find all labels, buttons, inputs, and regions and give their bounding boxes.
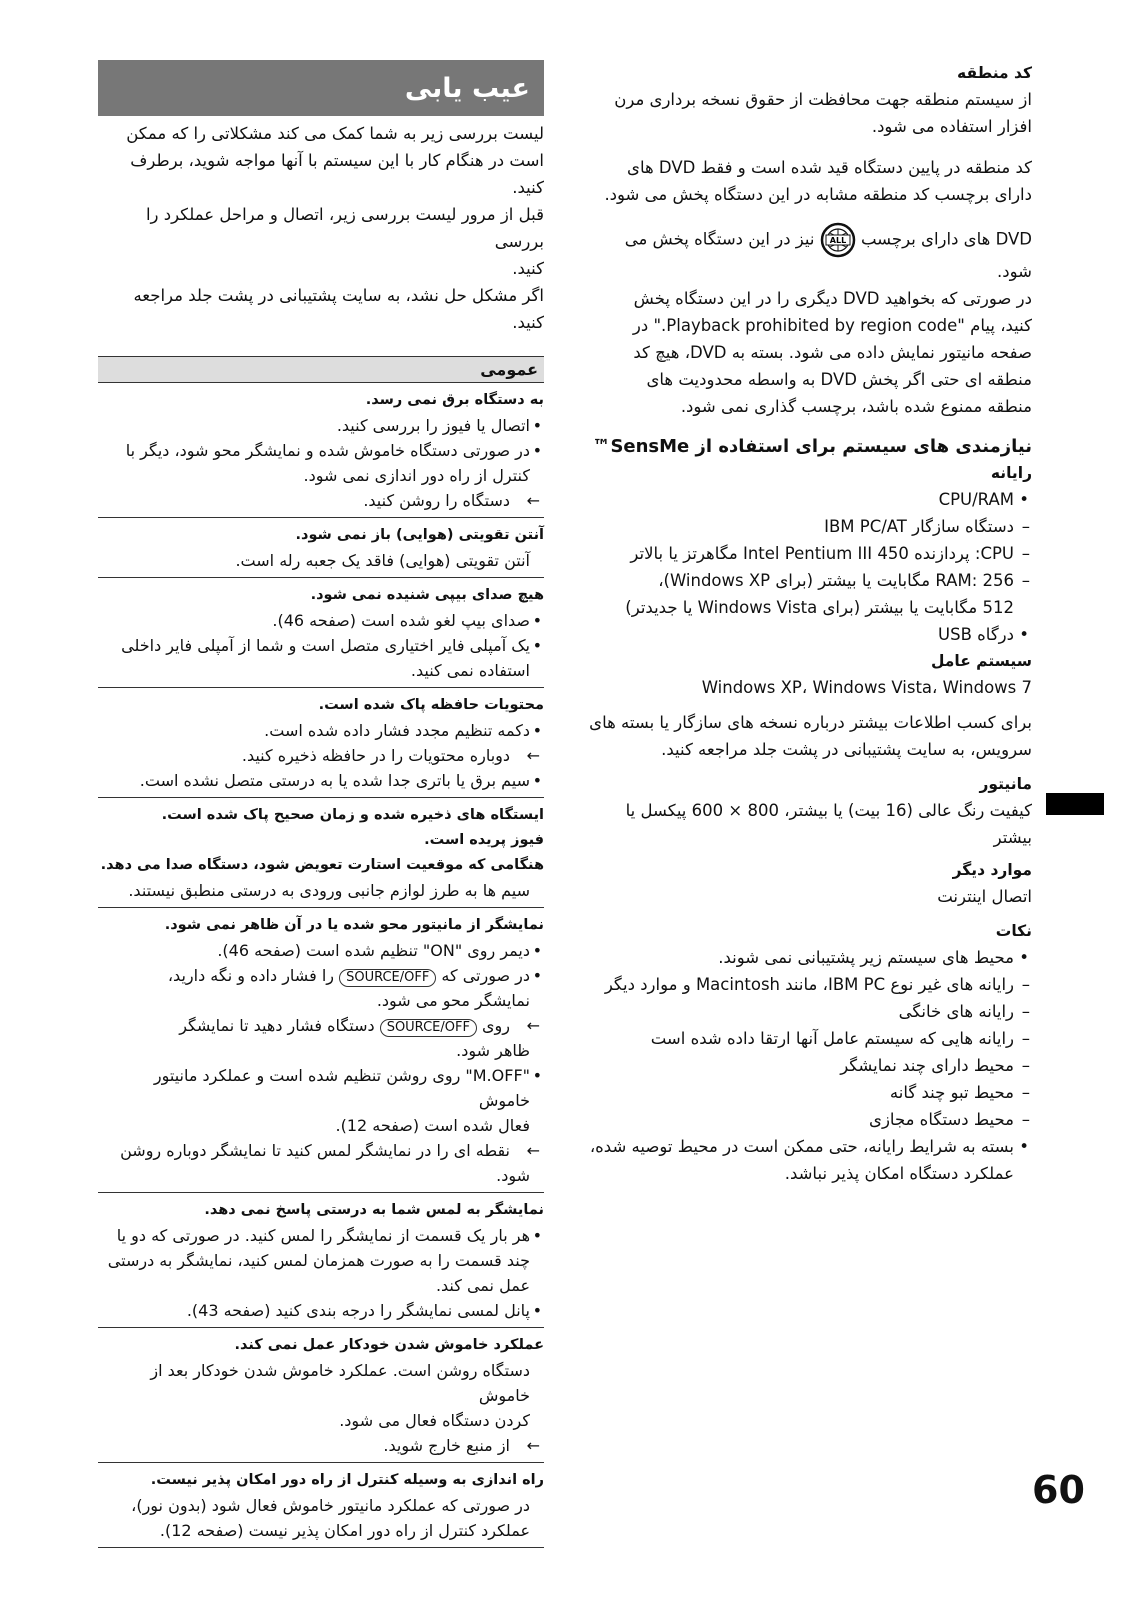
- computer-requirements-list: [585, 486, 1032, 648]
- cause-line: کنترل از راه دور اندازی نمی شود.: [303, 466, 530, 485]
- line-text: در صورتی که: [436, 966, 530, 985]
- region-code-title: کد منطقه: [957, 64, 1032, 82]
- remedy-line: • پانل لمسی نمایشگر را درجه بندی کنید (صفحه 43).: [98, 1298, 544, 1323]
- intro-line: کنید.: [512, 259, 544, 278]
- remedy-line: • دیمر روی "ON" تنظیم شده است (صفحه 46).: [98, 938, 544, 963]
- problem-title-2: هنگامی که موقعیت استارت تعویض شود، دستگاه صدا می دهد.: [100, 857, 544, 873]
- problem-title: آنتن تقویتی (هوایی) باز نمی شود.: [295, 527, 544, 543]
- paragraph-line: افزار استفاده می شود.: [871, 117, 1032, 136]
- remedy-line: • سیم برق یا باتری جدا شده یا به درستی متصل نشده است.: [98, 768, 544, 793]
- list-item: – محیط دستگاه مجازی: [585, 1106, 1032, 1133]
- paragraph-line: منطقه ای حتی اگر پخش DVD به واسطه محدودیت های: [646, 370, 1032, 389]
- problem-title: راه اندازی به وسیله کنترل از راه دور امکان پذیر نیست.: [150, 1472, 544, 1488]
- problem-block: [98, 578, 544, 688]
- cause-line: کردن دستگاه فعال می شود.: [339, 1411, 530, 1430]
- list-item: – دستگاه سازگار IBM PC/AT: [585, 513, 1032, 540]
- problem-block: [98, 908, 544, 1193]
- intro-line: لیست بررسی زیر به شما کمک می کند مشکلاتی را که ممکن: [126, 124, 544, 143]
- list-item: – رایانه های غیر نوع IBM PC، مانند Macintosh و موارد دیگر: [585, 971, 1032, 998]
- right-column: [585, 60, 1032, 1187]
- paragraph-line: صفحه مانیتور نمایش داده می شود. بسته به DVD، هیچ کد: [633, 343, 1032, 362]
- problem-block: [98, 798, 544, 908]
- intro-line: است در هنگام کار با این سیستم با آنها مواجه شوید، برطرف کنید.: [130, 151, 544, 197]
- troubleshooting-intro: [98, 116, 544, 350]
- remedy-line: • دکمه تنظیم مجدد فشار داده شده است.: [98, 718, 544, 743]
- notes-title: نکات: [995, 922, 1032, 940]
- problem-block: [98, 1193, 544, 1328]
- page-number: 60: [1032, 1468, 1085, 1512]
- cause-line: آنتن تقویتی (هوایی) فاقد یک جعبه رله است.: [235, 551, 530, 570]
- os-note: [585, 709, 1032, 763]
- cause-line: فعال شده است (صفحه 12).: [335, 1116, 530, 1135]
- problem-block: [98, 688, 544, 798]
- remedy-line: ← دوباره محتویات را در حافظه ذخیره کنید.: [98, 743, 544, 768]
- paragraph-line: کنید، پیام "Playback prohibited by region code." در: [632, 316, 1032, 335]
- list-item: – رایانه هایی که سیستم عامل آنها ارتقا داده شده است: [585, 1025, 1032, 1052]
- intro-line: اگر مشکل حل نشد، به سایت پشتیبانی در پشت جلد مراجعه: [133, 286, 544, 305]
- dvd-region-all-icon: [820, 222, 856, 258]
- region-code-para-1: [585, 86, 1032, 140]
- cause-line: استفاده نمی کنید.: [410, 661, 530, 680]
- problem-title: هیچ صدای بیپی شنیده نمی شود.: [310, 587, 544, 603]
- cause-line: در صورتی که عملکرد مانیتور خاموش فعال شود (بدون نور)،: [131, 1496, 530, 1515]
- cause-line: نمایشگر محو می شود.: [376, 991, 530, 1010]
- source-off-key-label: SOURCE/OFF: [380, 1019, 477, 1037]
- problem-block: [98, 1328, 544, 1463]
- other-requirement: اتصال اینترنت: [937, 887, 1032, 906]
- intro-line: قبل از مرور لیست بررسی زیر، اتصال و مراحل عملکرد را بررسی: [145, 205, 544, 251]
- problem-subtitle: فیوز پریده است.: [424, 832, 544, 848]
- problem-title: نمایشگر به لمس شما به درستی پاسخ نمی دهد.: [204, 1202, 544, 1218]
- problem-title: ایستگاه های ذخیره شده و زمان صحیح پاک شده است.: [161, 807, 544, 823]
- remedy-line: ← از منبع خارج شوید.: [98, 1433, 544, 1458]
- paragraph-line: منطقه ممنوع شده باشد، برچسب گذاری نمی شود.: [680, 397, 1032, 416]
- monitor-title: مانیتور: [979, 775, 1032, 793]
- svg-text:ALL: ALL: [829, 236, 846, 245]
- line-text: دستگاه فشار دهید تا نمایشگر: [179, 1016, 380, 1035]
- paragraph-line: از سیستم منطقه جهت محافظت از حقوق نسخه برداری مرن: [614, 90, 1032, 109]
- problem-title: به دستگاه برق نمی رسد.: [365, 392, 544, 408]
- problem-title: عملکرد خاموش شدن خودکار عمل نمی کند.: [234, 1337, 544, 1353]
- list-item: – CPU: پردازنده Intel Pentium III 450 مگاهرتز یا بالاتر: [585, 540, 1032, 567]
- list-item: عملکرد دستگاه امکان پذیر نباشد.: [784, 1164, 1014, 1183]
- line-text: را فشار داده و نگه دارید،: [167, 966, 340, 985]
- list-item: – محیط تبو چند گانه: [585, 1079, 1032, 1106]
- problem-title: محتویات حافظه پاک شده است.: [318, 697, 544, 713]
- line-text: روی: [476, 1016, 510, 1035]
- problem-title: نمایشگر از مانیتور محو شده یا در آن ظاهر نمی شود.: [164, 917, 544, 933]
- notes-list: [585, 944, 1032, 1187]
- problem-block: [98, 1463, 544, 1548]
- other-title: موارد دیگر: [952, 861, 1032, 879]
- cause-line: ظاهر شود.: [456, 1041, 530, 1060]
- region-code-para-2: [585, 154, 1032, 208]
- list-item: 512 مگابایت یا بیشتر (برای Windows Vista یا جدیدتر): [625, 598, 1014, 617]
- list-item: • بسته به شرایط رایانه، حتی ممکن است در محیط توصیه شده،: [585, 1133, 1032, 1160]
- paragraph-line: برای کسب اطلاعات بیشتر درباره نسخه های سازگار یا بسته های: [589, 713, 1032, 732]
- troubleshooting-blocks: [98, 383, 544, 1548]
- computer-title: رایانه: [990, 464, 1032, 482]
- remedy-line: [98, 1013, 544, 1038]
- problem-block: [98, 383, 544, 518]
- remedy-line: ← نقطه ای را در نمایشگر لمس کنید تا نمایشگر دوباره روشن: [98, 1138, 544, 1163]
- list-item: – RAM: 256 مگابایت یا بیشتر (برای Windows XP)،: [585, 567, 1032, 594]
- remedy-line: • صدای بیپ لغو شده است (صفحه 46).: [98, 608, 544, 633]
- troubleshooting-title: عیب یابی: [404, 72, 530, 104]
- cause-line: چند قسمت را به صورت همزمان لمس کنید، نمایشگر به درستی: [107, 1251, 530, 1270]
- section-general-title: عمومی: [98, 356, 544, 383]
- os-list: Windows XP، Windows Vista، Windows 7: [701, 678, 1032, 697]
- cause-line: سیم ها به طرز لوازم جانبی ورودی به درستی منطبق نیستند.: [128, 881, 530, 900]
- intro-line: کنید.: [512, 313, 544, 332]
- paragraph-line: دارای برچسب کد منطقه مشابه در این دستگاه پخش می شود.: [604, 185, 1032, 204]
- cause-line: عملکرد کنترل از راه دور امکان پذیر نیست (صفحه 12).: [159, 1521, 530, 1540]
- list-item: • درگاه USB: [585, 621, 1032, 648]
- list-item: • CPU/RAM: [585, 486, 1032, 513]
- remedy-line: • "M.OFF" روی روشن تنظیم شده است و عملکرد مانیتور خاموش: [98, 1063, 544, 1113]
- os-title: سیستم عامل: [930, 652, 1032, 670]
- troubleshooting-column: [98, 60, 544, 1548]
- remedy-line: [98, 963, 544, 988]
- problem-block: [98, 518, 544, 578]
- list-item: – رایانه های خانگی: [585, 998, 1032, 1025]
- cause-line: شود.: [496, 1166, 530, 1185]
- source-off-key-label: SOURCE/OFF: [339, 969, 436, 987]
- paragraph-line: کد منطقه در پایین دستگاه قید شده است و فقط DVD های: [627, 158, 1032, 177]
- section-tab-marker: [1046, 793, 1104, 815]
- remedy-line: • یک آمپلی فایر اختیاری متصل است و شما از آمپلی فایر داخلی: [98, 633, 544, 658]
- cause-line: عمل نمی کند.: [435, 1276, 530, 1295]
- region-code-para-4: [585, 285, 1032, 420]
- cause-line: دستگاه روشن است. عملکرد خاموش شدن خودکار بعد از خاموش: [150, 1361, 530, 1405]
- troubleshooting-banner: [98, 60, 544, 116]
- monitor-requirement: کیفیت رنگ عالی (16 بیت) یا بیشتر، 800 × 600 پیکسل یا بیشتر: [625, 801, 1032, 847]
- remedy-line: ← دستگاه را روشن کنید.: [98, 488, 544, 513]
- region-code-para-3: DVD های دارای برچسب ALL نیز در این دستگاه پخش می شود.: [585, 222, 1032, 285]
- paragraph-line: سرویس، به سایت پشتیبانی در پشت جلد مراجعه کنید.: [661, 740, 1032, 759]
- list-item: • محیط های سیستم زیر پشتیبانی نمی شوند.: [585, 944, 1032, 971]
- remedy-line: • در صورتی دستگاه خاموش شده و نمایشگر محو شود، دیگر با: [98, 438, 544, 463]
- paragraph-line: در صورتی که بخواهید DVD دیگری را در این دستگاه پخش: [633, 289, 1032, 308]
- list-item: – محیط دارای چند نمایشگر: [585, 1052, 1032, 1079]
- remedy-line: • هر بار یک قسمت از نمایشگر را لمس کنید. در صورتی که دو یا: [98, 1223, 544, 1248]
- remedy-line: • اتصال یا فیوز را بررسی کنید.: [98, 413, 544, 438]
- sensme-requirements-title: نیازمندی های سیستم برای استفاده از SensMe™: [592, 436, 1032, 457]
